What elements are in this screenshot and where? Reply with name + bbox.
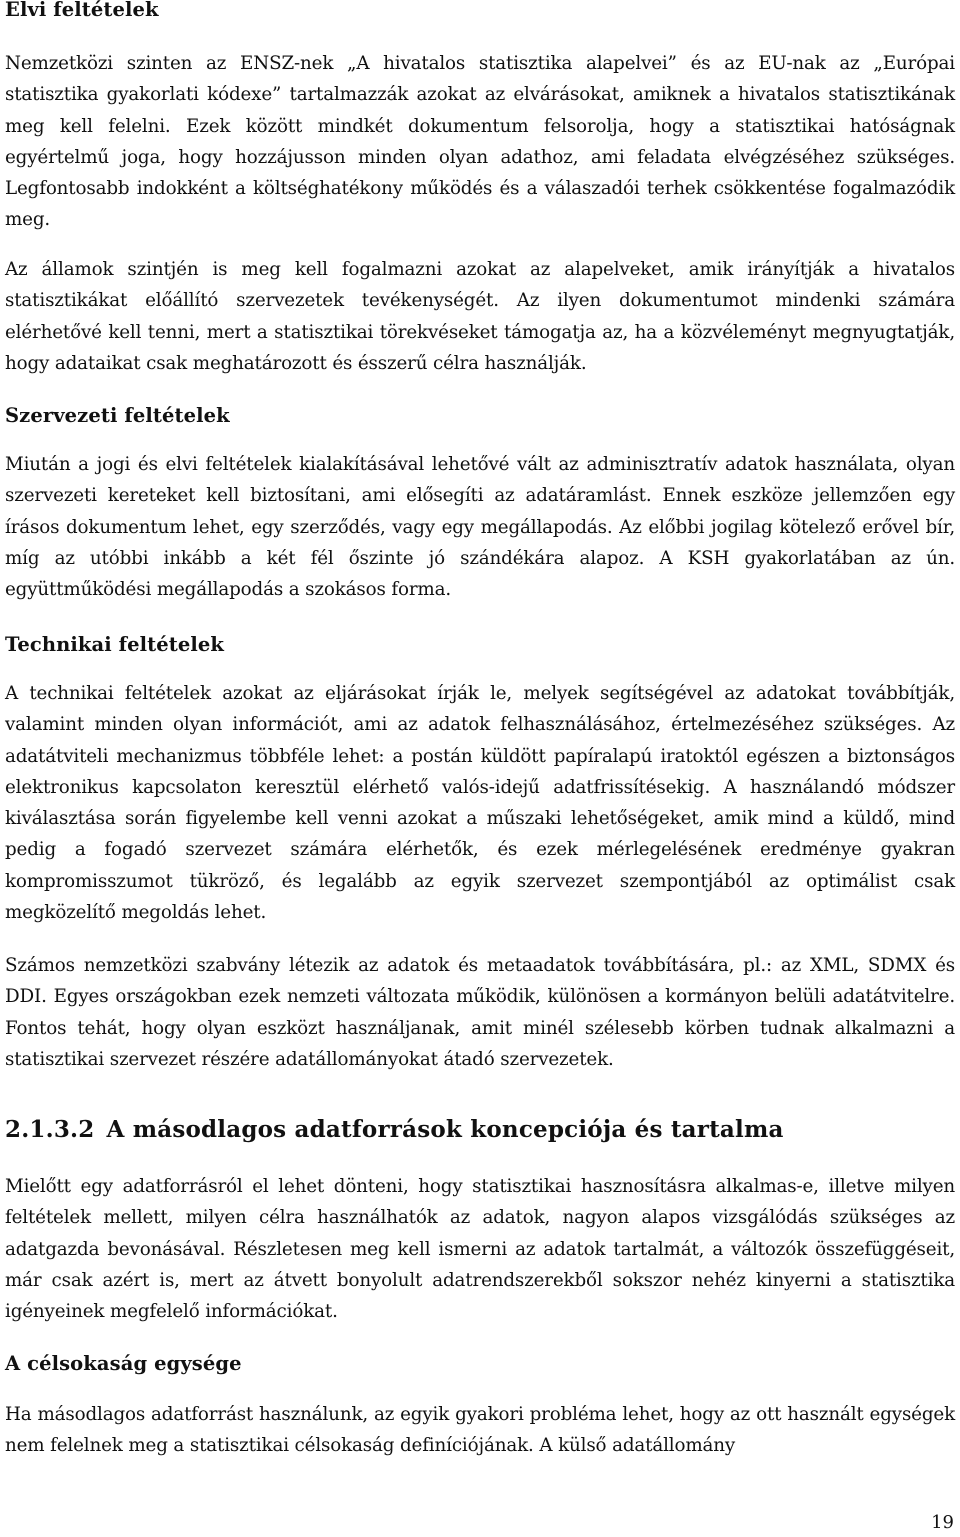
paragraph-elvi-1: Nemzetközi szinten az ENSZ-nek „A hivatalos statisztika alapelvei” és az EU-nak az „Európai statisztika gyakorlati kódexe” tartalmazzák azokat az elvárásokat, amiknek a hivatalos statisztikának meg kell felelni. Ezek között mindkét dokumentum felsorolja, hogy a statisztikai hatóságnak egyértelmű joga, hogy hozzájusson minden olyan adathoz, ami feladata elvégzéséhez szükséges. Legfontosabb indokként a költséghatékony működés és a válaszadói terhek csökkentése fogalmazódik meg. [5, 53, 955, 231]
paragraph-elvi-2: Az államok szintjén is meg kell fogalmazni azokat az alapelveket, amik irányítják a hivatalos statisztikákat előállító szervezetek tevékenységét. Az ilyen dokumentumot mindenki számára elérhetővé kell tenni, mert a statisztikai törekvéseket támogatja az, ha a közvéleményt megnyugtatják, hogy adataikat csak meghatározott és ésszerű célra használják. [5, 259, 955, 374]
paragraph-celsokasag: Ha másodlagos adatforrást használunk, az egyik gyakori probléma lehet, hogy az ott használt egységek nem felelnek meg a statisztikai célsokaság definíciójának. A külső adatállomány [5, 1404, 955, 1457]
section-heading-2-1-3-2 [5, 1114, 955, 1146]
paragraph-technikai-2: Számos nemzetközi szabvány létezik az adatok és metaadatok továbbítására, pl.: az XML, SDMX és DDI. Egyes országokban ezek nemzeti változata működik, különösen a kormányon belüli adatátvitelre. Fontos tehát, hogy olyan eszközt használjanak, amit minél szélesebb körben tudnak alkalmazni a statisztikai szervezet részére adatállományokat átadó szervezetek. [5, 955, 955, 1070]
section-title: A másodlagos adatforrások koncepciója és tartalma [106, 1116, 784, 1143]
paragraph-masodlagos: Mielőtt egy adatforrásról el lehet dönteni, hogy statisztikai hasznosításra alkalmas-e, illetve milyen feltételek mellett, milyen célra használhatók az adatok, nagyon alapos vizsgálódás szükséges az adatgazda bevonásával. Részletesen meg kell ismerni az adatok tartalmát, a változók összefüggéseit, már csak azért is, mert az átvett bonyolult adatrendszerekből sokszor nehéz kinyerni a statisztika igényeinek megfelelő információkat. [5, 1176, 955, 1323]
subheading-szervezeti-feltetelek: Szervezeti feltételek [5, 404, 230, 427]
subheading-elvi-feltetelek: Elvi feltételek [5, 0, 159, 21]
subheading-celsokasag-egysege: A célsokaság egysége [5, 1352, 242, 1375]
paragraph-technikai-1: A technikai feltételek azokat az eljárásokat írják le, melyek segítségével az adatokat továbbítják, valamint minden olyan információt, ami az adatok felhasználásához, értelmezéséhez szükséges. Az adatátviteli mechanizmus többféle lehet: a postán küldött papíralapú iratoktól egészen a biztonságos elektronikus kapcsolaton keresztül elérhető valós-idejű adatfrissítésekig. A használandó módszer kiválasztása során figyelembe kell venni azokat a műszaki lehetőségeket, amik mind a küldő, mind pedig a fogadó szervezet számára elérhetők, és ezek mérlegelésének eredménye gyakran kompromisszumot tükröző, és legalább az egyik szervezet szempontjából az optimálist csak megközelítő megoldás lehet. [5, 683, 955, 924]
section-number: 2.1.3.2 [5, 1116, 95, 1143]
subheading-technikai-feltetelek: Technikai feltételek [5, 633, 225, 656]
paragraph-szervezeti: Miután a jogi és elvi feltételek kialakításával lehetővé vált az adminisztratív adatok használata, olyan szervezeti kereteket kell biztosítani, ami elősegíti az adatáramlást. Ennek eszköze jellemzően egy írásos dokumentum lehet, egy szerződés, vagy egy megállapodás. Az előbbi jogilag kötelező erővel bír, míg az utóbbi inkább a két fél őszinte jó szándékára alapoz. A KSH gyakorlatában az ún. együttműködési megállapodás a szokásos forma. [5, 454, 955, 601]
page-number: 19 [931, 1512, 954, 1533]
